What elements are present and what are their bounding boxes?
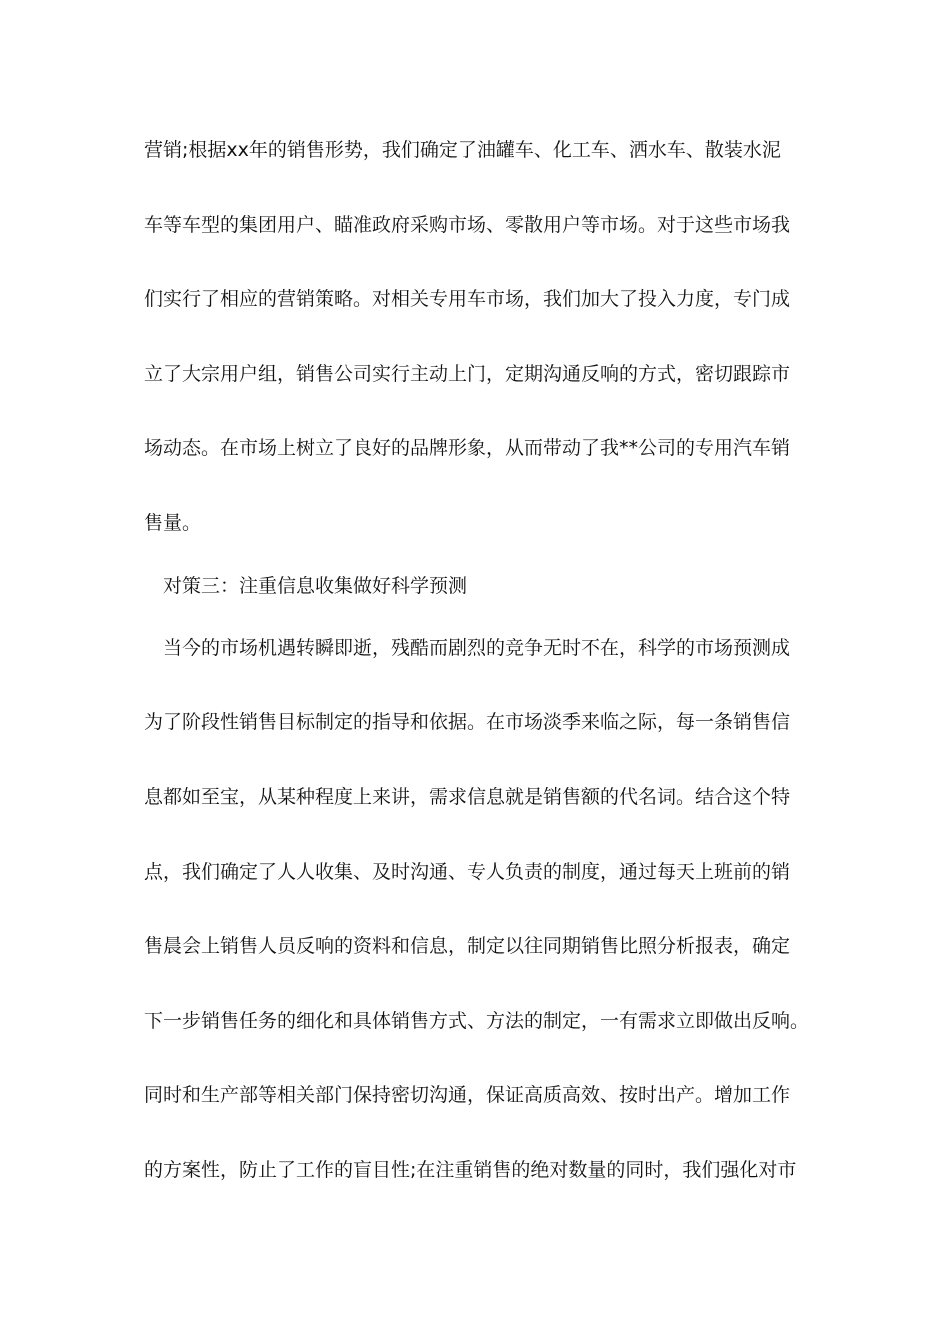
paragraph-line: 的方案性，防止了工作的盲目性;在注重销售的绝对数量的同时，我们强化对市	[144, 1159, 797, 1181]
paragraph-line: 立了大宗用户组，销售公司实行主动上门，定期沟通反响的方式，密切跟踪市	[144, 363, 791, 385]
paragraph-line: 车等车型的集团用户、瞄准政府采购市场、零散用户等市场。对于这些市场我	[144, 214, 791, 236]
paragraph-line: 当今的市场机遇转瞬即逝，残酷而剧烈的竞争无时不在，科学的市场预测成	[163, 637, 791, 659]
paragraph-line: 下一步销售任务的细化和具体销售方式、方法的制定，一有需求立即做出反响。	[144, 1010, 810, 1032]
paragraph-line: 营销;根据xx年的销售形势，我们确定了油罐车、化工车、洒水车、散装水泥	[144, 139, 781, 161]
paragraph-line: 们实行了相应的营销策略。对相关专用车市场，我们加大了投入力度，专门成	[144, 288, 791, 310]
section-heading: 对策三：注重信息收集做好科学预测	[163, 575, 468, 597]
paragraph-line: 息都如至宝，从某种程度上来讲，需求信息就是销售额的代名词。结合这个特	[144, 786, 791, 808]
paragraph-line: 为了阶段性销售目标制定的指导和依据。在市场淡季来临之际，每一条销售信	[144, 711, 791, 733]
paragraph-line: 售晨会上销售人员反响的资料和信息，制定以往同期销售比照分析报表，确定	[144, 935, 791, 957]
paragraph-line: 点，我们确定了人人收集、及时沟通、专人负责的制度，通过每天上班前的销	[144, 861, 791, 883]
paragraph-line: 同时和生产部等相关部门保持密切沟通，保证高质高效、按时出产。增加工作	[144, 1084, 791, 1106]
paragraph-line: 售量。	[144, 512, 202, 534]
paragraph-line: 场动态。在市场上树立了良好的品牌形象，从而带动了我**公司的专用汽车销	[144, 437, 791, 459]
